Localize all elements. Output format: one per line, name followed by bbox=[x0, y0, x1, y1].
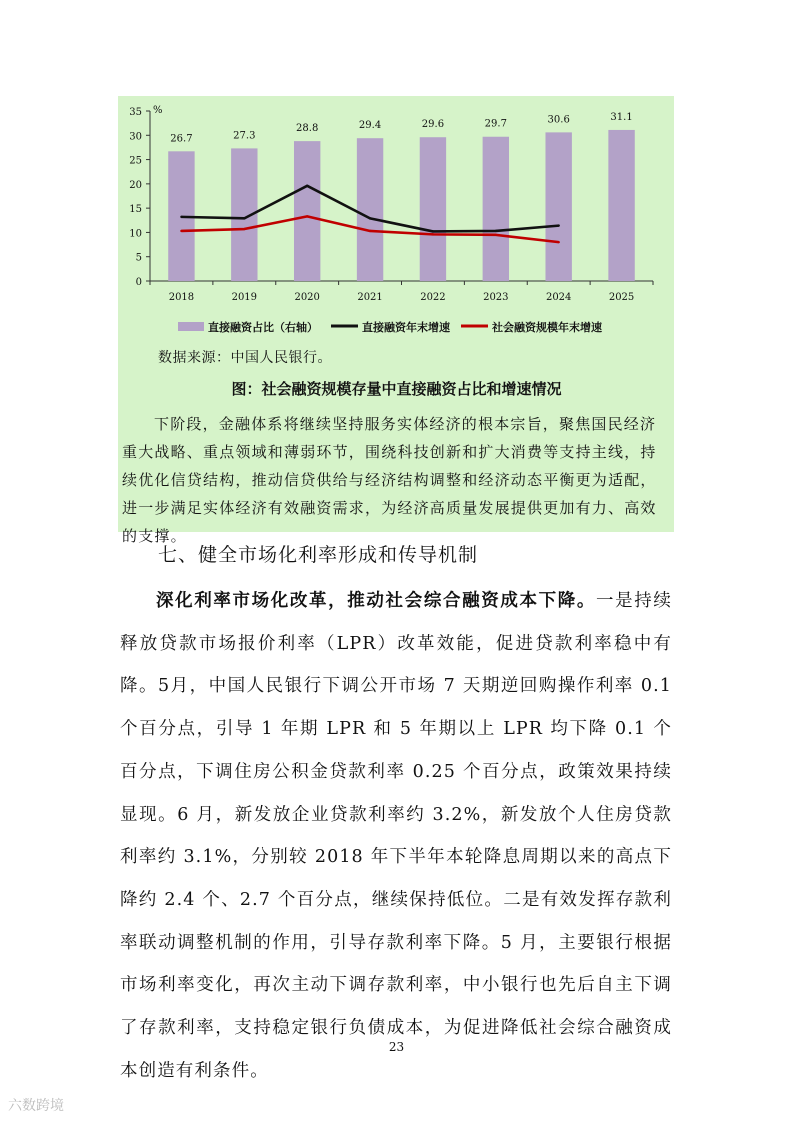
line-point bbox=[369, 217, 371, 219]
bar bbox=[545, 132, 571, 281]
y-tick-label: 15 bbox=[129, 204, 142, 216]
line-point bbox=[557, 224, 559, 226]
bar-value-label: 31.1 bbox=[610, 111, 633, 123]
bar-line-chart bbox=[118, 96, 674, 346]
line-point bbox=[306, 215, 308, 217]
y-tick-label: 0 bbox=[135, 277, 142, 288]
x-tick-label: 2025 bbox=[608, 292, 635, 303]
y-tick-label: 30 bbox=[129, 131, 142, 143]
line-point bbox=[243, 217, 245, 219]
bar-value-label: 28.8 bbox=[296, 123, 319, 135]
box-paragraph: 下阶段，金融体系将继续坚持服务实体经济的根本宗旨，聚焦国民经济重大战略、重点领域和薄弱环节，围绕科技创新和扩大消费等支持主线，持续优化信贷结构，推动信贷供给与经济结构调整和经济动态平衡更为适配，进一步满足实体经济有效融资需求，为经济高质量发展提供更加有力、高效的支撑。 bbox=[122, 415, 657, 545]
x-tick-label: 2020 bbox=[294, 292, 320, 303]
bar bbox=[357, 138, 383, 281]
bar-value-label: 29.6 bbox=[421, 119, 445, 131]
legend-label-share: 直接融资占比（右轴） bbox=[208, 321, 318, 334]
bar-value-label: 29.7 bbox=[484, 118, 507, 130]
y-tick-label: 10 bbox=[129, 228, 142, 240]
line-point bbox=[432, 233, 434, 235]
x-tick-label: 2021 bbox=[357, 292, 383, 303]
source-note: 数据来源：中国人民银行。 bbox=[158, 350, 332, 366]
y-tick-label: 20 bbox=[129, 179, 142, 191]
page-number: 23 bbox=[388, 1040, 405, 1054]
legend-label-direct: 直接融资年末增速 bbox=[362, 321, 450, 334]
x-tick-label: 2023 bbox=[483, 292, 509, 303]
bar-value-label: 26.7 bbox=[170, 133, 193, 145]
bar bbox=[608, 130, 634, 281]
line-point bbox=[557, 241, 559, 243]
line-point bbox=[432, 230, 434, 232]
bar-value-label: 27.3 bbox=[233, 130, 256, 142]
line-point bbox=[243, 228, 245, 230]
section-heading: 七、健全市场化利率形成和传导机制 bbox=[158, 544, 479, 566]
line-point bbox=[495, 230, 497, 232]
bar bbox=[483, 137, 509, 281]
bar bbox=[420, 137, 446, 281]
x-tick-label: 2018 bbox=[168, 292, 195, 303]
figure-caption: 图：社会融资规模存量中直接融资占比和增速情况 bbox=[231, 380, 562, 398]
x-tick-label: 2022 bbox=[420, 292, 446, 303]
line-point bbox=[180, 216, 182, 218]
bar-value-label: 29.4 bbox=[358, 120, 382, 132]
bar-value-label: 30.6 bbox=[547, 114, 570, 126]
x-tick-label: 2019 bbox=[231, 292, 258, 303]
line-point bbox=[369, 230, 371, 232]
y-tick-label: 25 bbox=[129, 155, 142, 167]
body-paragraph bbox=[120, 580, 672, 1092]
y-tick-label: 5 bbox=[135, 252, 142, 264]
line-point bbox=[306, 185, 308, 187]
y-unit-label: % bbox=[153, 105, 163, 116]
bar bbox=[294, 141, 320, 281]
line-point bbox=[495, 234, 497, 236]
body-text: 一是持续释放贷款市场报价利率（LPR）改革效能，促进贷款利率稳中有降。5月，中国人民银行下调公开市场 7 天期逆回购操作利率 0.1 个百分点，引导 1 年期 LPR 和 5 年期以上 LPR 均下降 0.1 个百分点，下调住房公积金贷款利率 0.25 个百分点，政策效果持续显现。6 月，新发放企业贷款利率约 3.2%，新发放个人住房贷款利率约 3.1%，分别较 2018 年下半年本轮降息周期以来的高点下降约 2.4 个、2.7 个百分点，继续保持低位。二是有效发挥存款利率联动调整机制的作用，引导存款利率下降。5 月，主要银行根据市场利率变化，再次主动下调存款利率，中小银行也先后自主下调了存款利率，支持稳定银行负债成本，为促进降低社会综合融资成本创造有利条件。 bbox=[120, 591, 672, 1081]
legend-swatch-share bbox=[178, 322, 204, 331]
legend-label-social: 社会融资规模年末增速 bbox=[492, 321, 602, 334]
body-lead: 深化利率市场化改革，推动社会综合融资成本下降。 bbox=[156, 591, 596, 611]
watermark-logo: 六数跨境 bbox=[8, 1098, 64, 1114]
chart-legend bbox=[118, 316, 674, 340]
line-point bbox=[180, 230, 182, 232]
y-tick-label: 35 bbox=[129, 107, 142, 118]
x-tick-label: 2024 bbox=[545, 292, 572, 303]
